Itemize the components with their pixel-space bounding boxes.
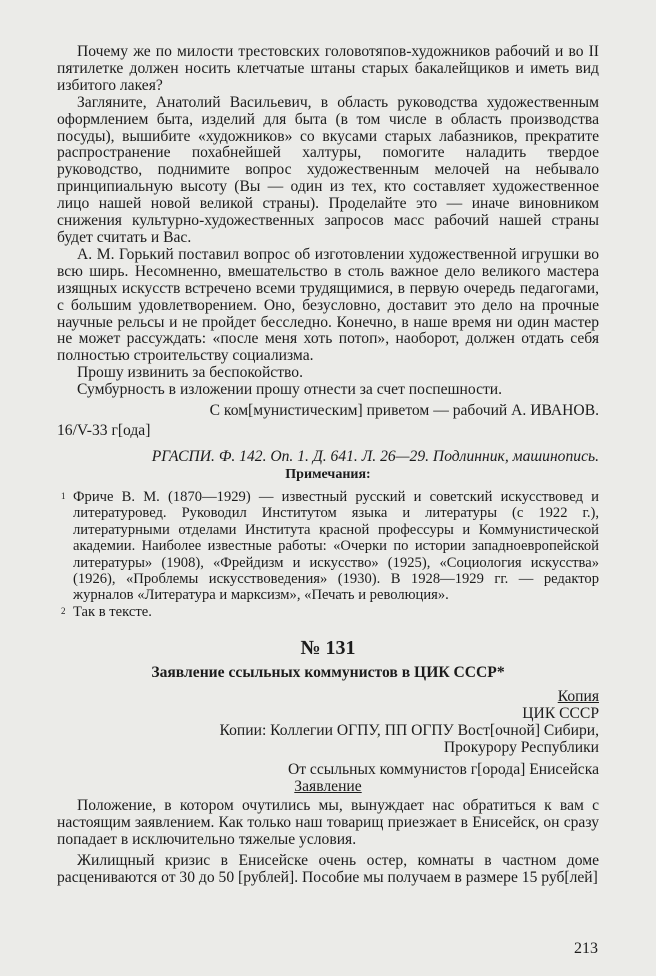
footnote-text: Фриче В. М. (1870—1929) — известный русский и советский искусствовед и литературовед. Руководил Институтом языка и литературы (с 1922 г.), литературными отделами Института красной профессуры и Коммунистической академии. Наиболее известные работы: «Очерки по истории западноевропейской литературы» (1908), «Фрейдизм и искусство» (1925), «Социология искусства» (1926), «Проблемы искусствоведения» (1930). В 1928—1929 гг. — редактор журналов «Литература и марксизм», «Печать и революция». (73, 489, 599, 604)
footnote-number: 2 (61, 605, 66, 616)
letter-greeting: С ком[мунистическим] приветом — рабочий А. ИВАНОВ. (209, 402, 599, 420)
statement-paragraph: Жилищный кризис в Енисейске очень остер, комнаты в частном доме расцениваются от 30 до 50 [рублей]. Пособие мы получаем в размере 15 руб[лей] (57, 851, 599, 886)
sender-line: От ссыльных коммунистов г[орода] Енисейска (287, 761, 599, 778)
footnote (57, 489, 599, 604)
document-section (57, 637, 599, 887)
letter-paragraph: Сумбурность в изложении прошу отнести за счет поспешности. (77, 381, 503, 399)
addressee: ЦИК СССР (522, 705, 599, 722)
archive-source: РГАСПИ. Ф. 142. Оп. 1. Д. 641. Л. 26—29. Подлинник, машинопись. (151, 447, 599, 465)
letter-paragraph: А. М. Горький поставил вопрос об изготовлении художественной игрушки во всю ширь. Несомненно, вмешательство в столь важное дело великого мастера изящных искусств встречено всеми трудящимися, в первую очередь педагогами, с большим удовлетворением. Оно, безусловно, доставит это дело на прочные научные рельсы и не пройдет бесследно. Конечно, в наше время ни один мастер не может рассуждать: «после меня хоть потоп», наоборот, должен отдать себя полностью строительству социализма. (57, 245, 599, 365)
letter-paragraph: Почему же по милости трестовских головотяпов-художников рабочий и во II пятилетке должен носить клетчатые штаны старых бакалейщиков и иметь вид избитого лакея? (57, 43, 599, 94)
copy-label: Копия (557, 688, 599, 705)
letter-body (57, 44, 599, 465)
notes-section (57, 467, 599, 620)
document-number: № 131 (300, 637, 356, 659)
copies-line: Копии: Коллегии ОГПУ, ПП ОГПУ Вост[очной] Сибири, (219, 722, 599, 739)
statement-label: Заявление (294, 778, 362, 795)
document-title: Заявление ссыльных коммунистов в ЦИК СССР* (151, 664, 505, 681)
footnote-number: 1 (61, 491, 66, 501)
footnote (57, 604, 599, 620)
letter-date: 16/V-33 г[ода] (57, 422, 151, 440)
copies-line: Прокурору Республики (443, 739, 599, 756)
statement-paragraph: Положение, в котором очутились мы, вынуждает нас обратиться к вам с настоящим заявлением. Как только наш товарищ приезжает в Енисейск, он сразу попадает в исключительно тяжелые условия. (57, 797, 599, 848)
page-number: 213 (574, 940, 598, 957)
letter-paragraph: Загляните, Анатолий Васильевич, в область руководства художественным оформлением быта, изделий для быта (в том числе в область производства посуды), вышибите «художников» со вкусами старых лабазников, прекратите распространение похабнейшей халтуры, помогите наладить твердое руководство, поднимите вопрос художественным мелочей на небывало принципиальную высоту (Вы — один из тех, кто составляет художественное лицо нашей новой великой страны). Проделайте это — иначе виновником снижения культурно-художественных запросов масс рабочий нашей страны будет считать и Вас. (57, 93, 599, 246)
notes-heading: Примечания: (285, 467, 371, 482)
footnote-text: Так в тексте. (73, 603, 152, 620)
letter-paragraph: Прошу извинить за беспокойство. (77, 364, 303, 382)
